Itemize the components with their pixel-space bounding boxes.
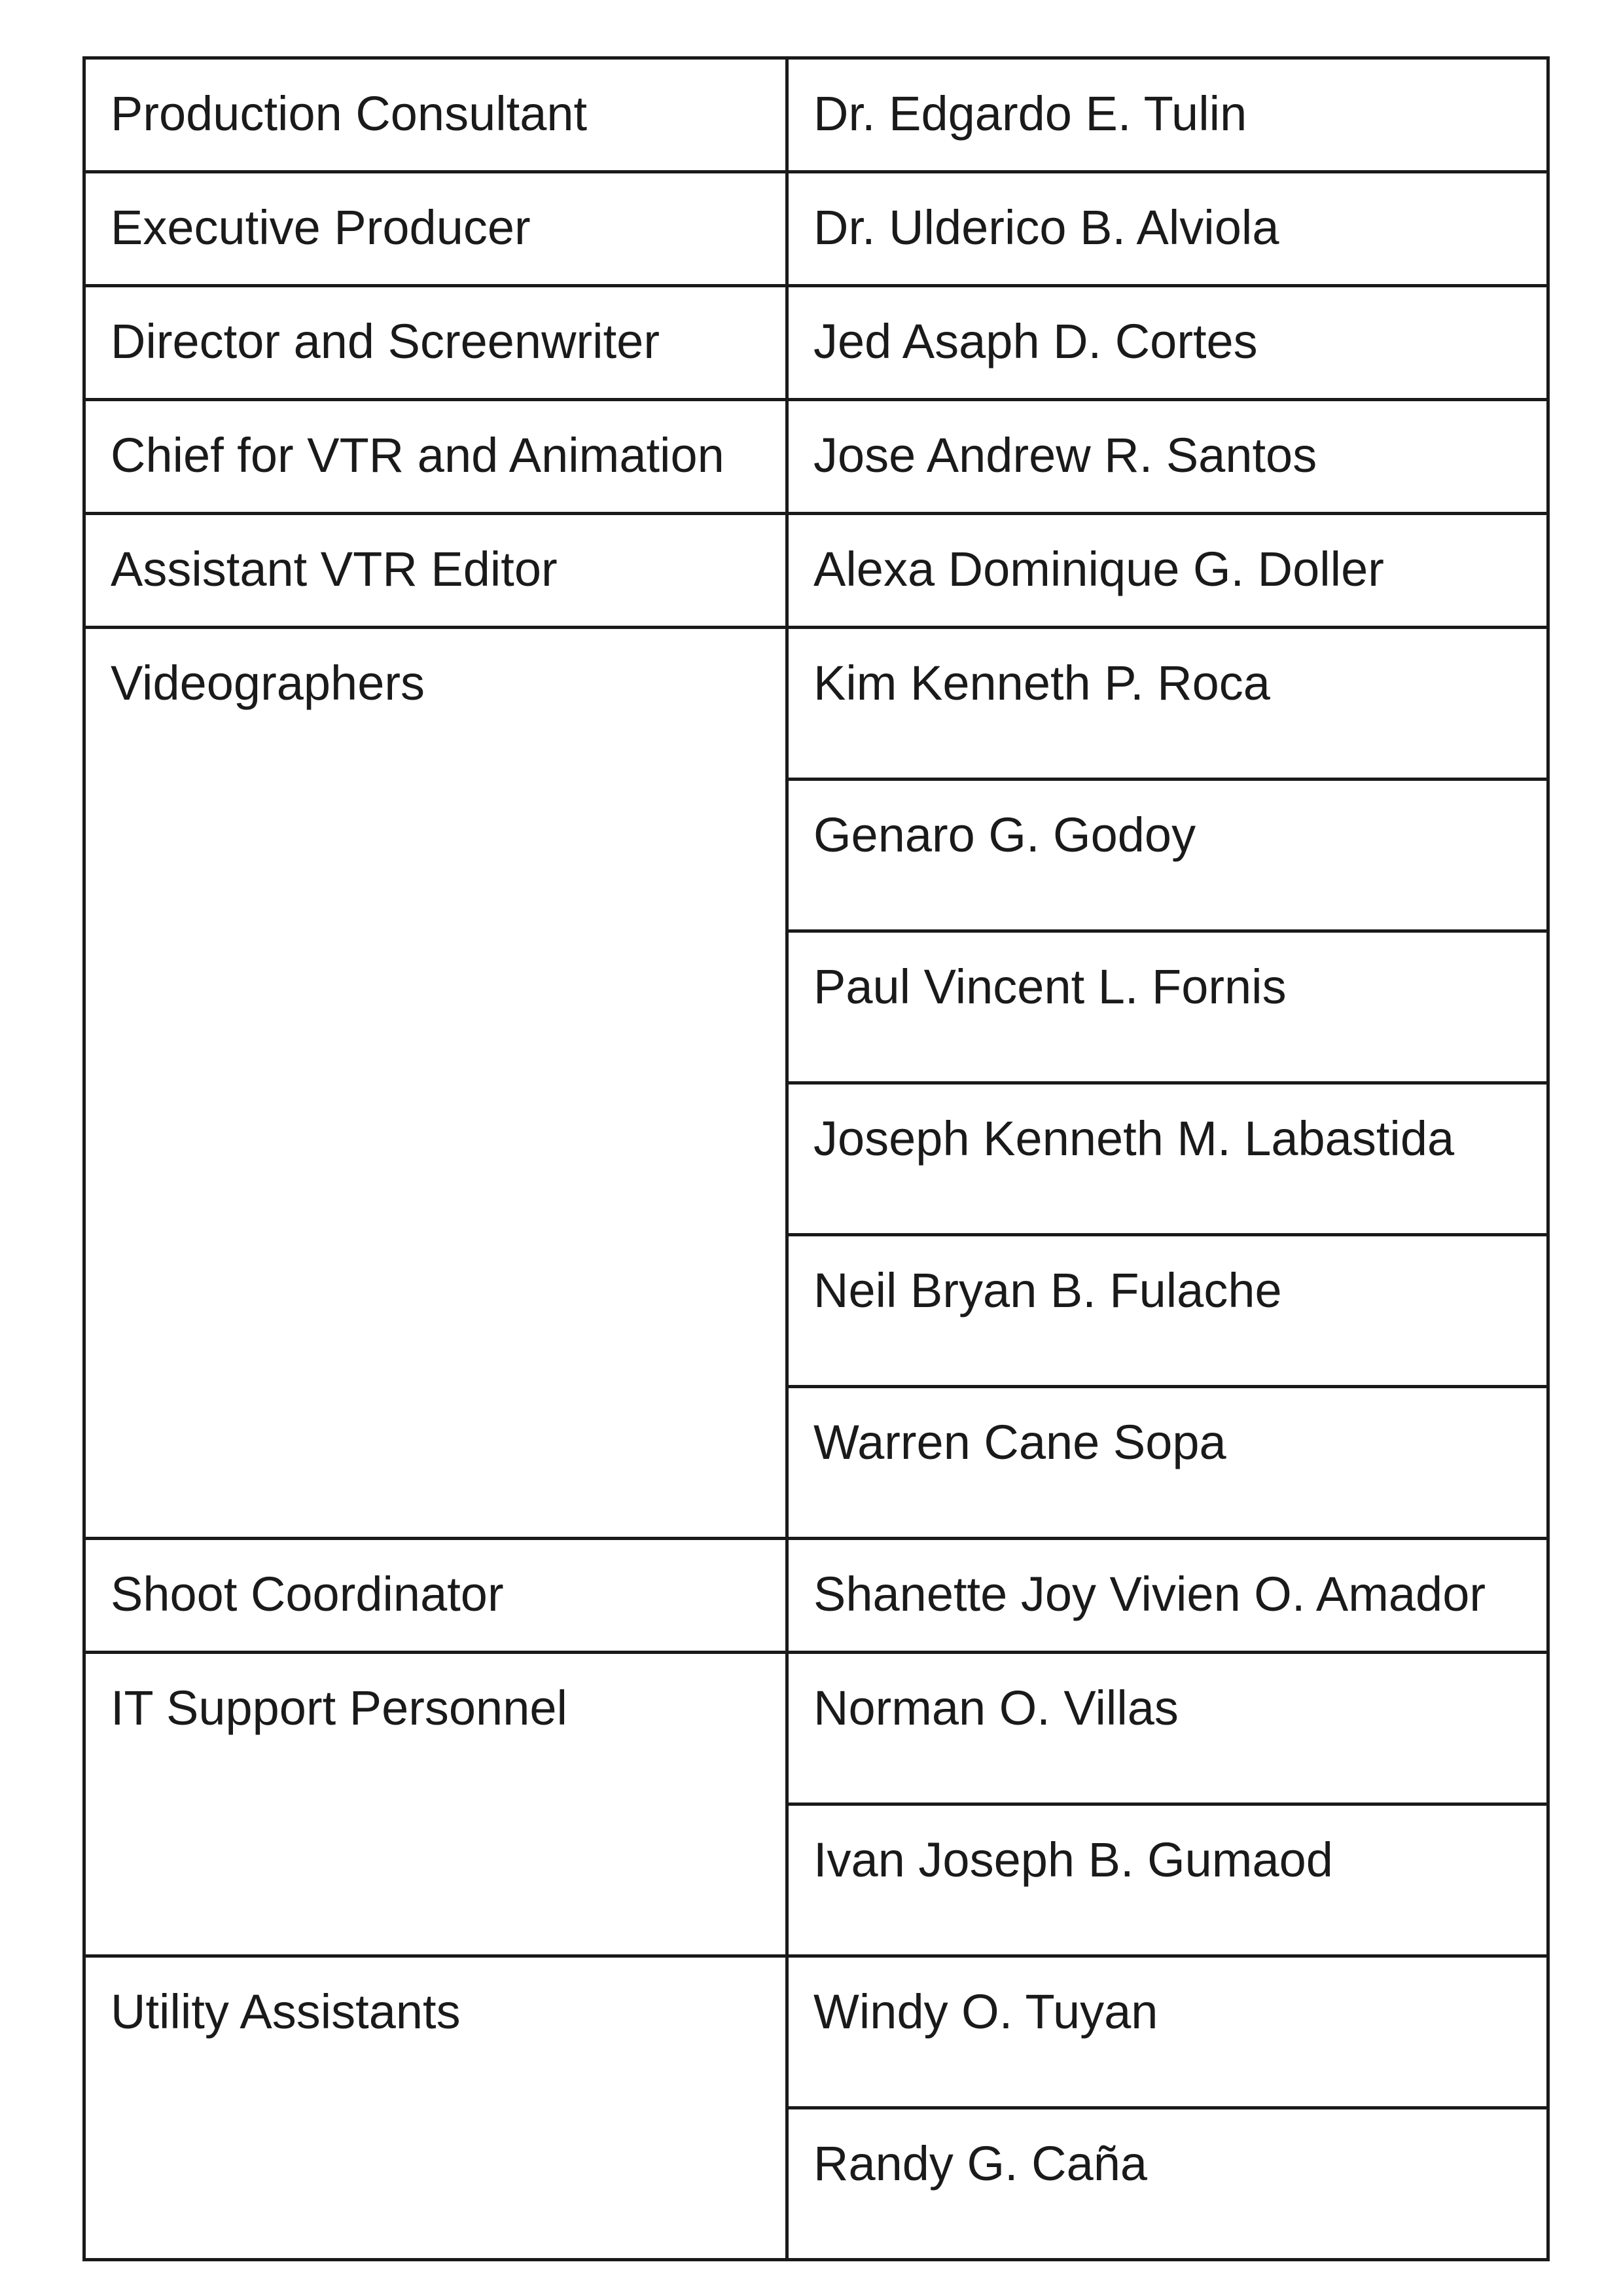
table-row [84, 400, 1548, 514]
role-label: Production Consultant [111, 86, 588, 141]
table-row [84, 286, 1548, 400]
role-cell [84, 628, 787, 1539]
table-row [84, 1653, 1548, 1804]
credits-table [82, 56, 1550, 2261]
person-name: Windy O. Tuyan [813, 1984, 1158, 2039]
table-row [84, 172, 1548, 286]
role-cell [84, 1956, 787, 2260]
role-cell [84, 400, 787, 514]
name-cell [787, 1387, 1548, 1539]
person-name: Dr. Edgardo E. Tulin [813, 86, 1247, 141]
name-cell [787, 58, 1548, 172]
person-name: Ivan Joseph B. Gumaod [813, 1833, 1333, 1887]
person-name: Paul Vincent L. Fornis [813, 960, 1287, 1014]
table-row [84, 58, 1548, 172]
name-cell [787, 1539, 1548, 1653]
name-cell [787, 1235, 1548, 1387]
table-row [84, 628, 1548, 780]
table-row [84, 1956, 1548, 2108]
role-cell [84, 1653, 787, 1956]
role-label: Utility Assistants [111, 1984, 461, 2039]
person-name: Dr. Ulderico B. Alviola [813, 200, 1279, 255]
role-cell [84, 1539, 787, 1653]
person-name: Kim Kenneth P. Roca [813, 656, 1270, 710]
role-label: Director and Screenwriter [111, 314, 660, 368]
person-name: Shanette Joy Vivien O. Amador [813, 1567, 1486, 1621]
name-cell [787, 1083, 1548, 1235]
role-cell [84, 58, 787, 172]
role-cell [84, 172, 787, 286]
person-name: Jose Andrew R. Santos [813, 428, 1317, 482]
table-row [84, 514, 1548, 628]
name-cell [787, 780, 1548, 931]
role-label: IT Support Personnel [111, 1681, 567, 1735]
role-label: Videographers [111, 656, 425, 710]
person-name: Randy G. Caña [813, 2136, 1148, 2191]
person-name: Warren Cane Sopa [813, 1415, 1226, 1469]
role-label: Chief for VTR and Animation [111, 428, 724, 482]
table-row [84, 1539, 1548, 1653]
role-label: Assistant VTR Editor [111, 542, 558, 596]
name-cell [787, 1956, 1548, 2108]
person-name: Neil Bryan B. Fulache [813, 1263, 1282, 1318]
role-cell [84, 286, 787, 400]
name-cell [787, 172, 1548, 286]
person-name: Jed Asaph D. Cortes [813, 314, 1258, 368]
role-label: Shoot Coordinator [111, 1567, 504, 1621]
name-cell [787, 931, 1548, 1083]
name-cell [787, 2108, 1548, 2260]
person-name: Alexa Dominique G. Doller [813, 542, 1384, 596]
person-name: Norman O. Villas [813, 1681, 1179, 1735]
name-cell [787, 628, 1548, 780]
person-name: Genaro G. Godoy [813, 808, 1196, 862]
name-cell [787, 1804, 1548, 1956]
role-label: Executive Producer [111, 200, 531, 255]
role-cell [84, 514, 787, 628]
name-cell [787, 1653, 1548, 1804]
person-name: Joseph Kenneth M. Labastida [813, 1111, 1455, 1166]
name-cell [787, 286, 1548, 400]
name-cell [787, 514, 1548, 628]
name-cell [787, 400, 1548, 514]
